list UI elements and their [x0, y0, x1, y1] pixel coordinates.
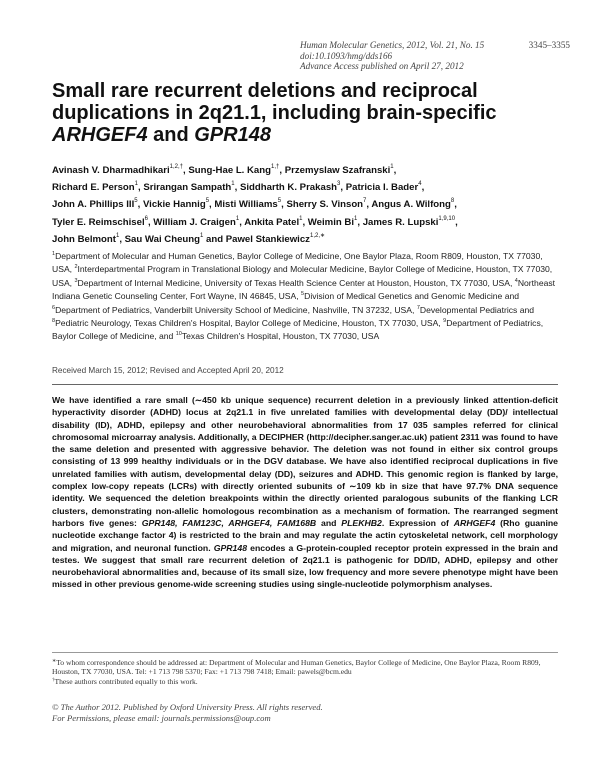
received-dates: Received March 15, 2012; Revised and Accepted April 20, 2012: [52, 366, 284, 375]
affiliation-text: Texas Children's Hospital, Houston, TX 77030, USA: [181, 331, 380, 342]
author-separator: ,: [239, 216, 245, 228]
abstract-top-rule: [52, 384, 558, 385]
abstract: [52, 394, 558, 591]
affiliation-text: Interdepartmental Program in Translational Biology and Molecular Medicine, Baylor College of Medicine, Houston, TX 77030, USA,: [52, 264, 553, 288]
affiliation-text: Department of Pediatrics, Baylor College of Medicine, and: [52, 318, 544, 342]
author-name[interactable]: Misti Williams: [214, 199, 278, 211]
title-line-1: Small rare recurrent deletions and reciprocal: [52, 80, 478, 102]
affiliation-number: 7: [416, 304, 420, 311]
author-affiliation-marker: 1,†: [271, 164, 280, 170]
author-separator: ,: [455, 216, 458, 228]
author-affiliation-marker: 6: [144, 215, 148, 222]
author-separator: ,: [366, 199, 372, 211]
abstract-text: and: [316, 517, 342, 528]
affiliation-text: Department of Internal Medicine, University of Texas Health Science Center at Houston, Houston, TX 77030, USA,: [77, 277, 515, 288]
author-separator: ,: [281, 199, 287, 211]
author-affiliation-marker: 1,2,∗: [309, 232, 326, 239]
author-separator: ,: [393, 165, 397, 176]
author-name[interactable]: Pawel Stankiewicz: [225, 233, 310, 245]
author-name[interactable]: Tyler E. Reimschisel: [52, 216, 145, 228]
author-affiliation-marker: 1: [299, 215, 303, 222]
author-name[interactable]: Siddharth K. Prakash: [239, 182, 338, 194]
title-gene-gpr148: GPR148: [194, 124, 271, 146]
affiliation-text: Division of Medical Genetics and Genomic Medicine and: [304, 291, 520, 302]
affiliation-number: 4: [514, 277, 518, 284]
author-name[interactable]: Sherry S. Vinson: [286, 199, 364, 211]
author-name[interactable]: Angus A. Wilfong: [371, 199, 451, 211]
abstract-text: . Expression of: [381, 517, 454, 528]
affiliation-number: 5: [301, 291, 305, 298]
author-separator: ,: [357, 216, 363, 228]
article-title: [52, 80, 552, 146]
advance-access-date: Advance Access published on April 27, 2012: [300, 61, 464, 72]
affiliation-text: Northeast Indiana Genetic Counseling Center, Fort Wayne, IN 46845, USA,: [52, 277, 556, 302]
affiliation-text: Developmental Pediatrics and: [419, 304, 535, 315]
author-affiliation-marker: 1: [231, 181, 235, 188]
doi[interactable]: doi:10.1093/hmg/dds166: [300, 50, 393, 61]
abstract-gene-names: ARHGEF4: [453, 517, 496, 528]
page-range: 3345–3355: [528, 40, 570, 50]
title-and: and: [147, 124, 195, 146]
author-affiliation-marker: 1,2,†: [169, 164, 184, 170]
author-affiliation-marker: 3: [337, 181, 341, 188]
copyright: [52, 702, 558, 725]
affiliation-text: Department of Molecular and Human Genetics, Baylor College of Medicine, One Baylor Plaza, Room R809, Houston, TX 77030, USA,: [52, 251, 543, 275]
author-affiliation-marker: 1: [134, 181, 138, 188]
author-affiliation-marker: 4: [418, 181, 422, 188]
footnote-rule: [52, 652, 558, 653]
copyright-line: © The Author 2012. Published by Oxford University Press. All rights reserved.: [52, 702, 323, 712]
affiliation-number: 1: [52, 251, 56, 257]
author-name[interactable]: Ankita Patel: [244, 216, 300, 228]
author-separator: ,: [137, 199, 143, 211]
author-separator: ,: [421, 182, 425, 194]
equal-contribution-footnote: [52, 677, 558, 686]
title-gene-arhgef4: ARHGEF4: [52, 124, 148, 146]
author-separator: ,: [137, 182, 144, 194]
author-name[interactable]: Srirangan Sampath: [143, 182, 232, 194]
author-name[interactable]: William J. Craigen: [153, 216, 236, 228]
permissions-line[interactable]: For Permissions, please email: journals.permissions@oup.com: [52, 713, 271, 724]
author-separator: ,: [279, 165, 285, 176]
equal-contribution-text: These authors contributed equally to this work.: [54, 676, 198, 686]
author-affiliation-marker: 1: [235, 215, 240, 222]
abstract-gene-names: GPR148, FAM123C, ARHGEF4, FAM168B: [141, 517, 317, 528]
author-separator: ,: [183, 165, 189, 176]
correspondence-text: To whom correspondence should be addressed at: Department of Molecular and Human Genetics, Baylor College of Medicine, One Baylor Plaza, Room R809, Houston, TX 77030, USA. Tel: +1 713 798 5370; Fax: +1 713 798 7418; Email: pawels@bcm.edu: [52, 658, 541, 677]
author-separator: and: [203, 233, 226, 245]
author-name[interactable]: Przemyslaw Szafranski: [284, 165, 391, 176]
affiliation-number: 6: [52, 304, 56, 311]
abstract-text: encodes a G-protein-coupled receptor protein expressed in the brain and testes. We suggest that small rare recurrent deletion of 2q21.1 is pathogenic for DD/ID, ADHD, epilepsy and other neurobehavioral abnormalities and, because of its small size, low frequency and more severe phenotype might have been missed in other previous genome-wide screening studies using single-nucleotide polymorphism analyses.: [52, 542, 558, 590]
author-name[interactable]: Vickie Hannig: [142, 199, 206, 211]
author-name[interactable]: James R. Lupski: [362, 216, 439, 228]
affiliation-text: Department of Pediatrics, Vanderbilt University School of Medicine, Nashville, TN 37232, USA,: [55, 304, 417, 315]
affiliation-number: 10: [175, 331, 182, 338]
author-name[interactable]: Weimin Bi: [307, 216, 354, 228]
author-affiliation-marker: 8: [450, 198, 455, 205]
author-name[interactable]: Patricia I. Bader: [345, 182, 419, 194]
author-name[interactable]: Sau Wai Cheung: [124, 233, 200, 245]
author-separator: ,: [454, 199, 457, 211]
correspondence-footnote: [52, 658, 558, 677]
author-affiliation-marker: 7: [363, 198, 367, 205]
author-name[interactable]: John Belmont: [52, 233, 116, 245]
author-separator: ,: [209, 199, 215, 211]
author-separator: ,: [119, 233, 125, 245]
journal-citation: Human Molecular Genetics, 2012, Vol. 21, No. 15: [300, 40, 485, 50]
author-separator: ,: [147, 216, 154, 228]
author-name[interactable]: Richard E. Person: [52, 182, 135, 194]
author-name[interactable]: Avinash V. Dharmadhikari: [52, 165, 170, 176]
author-separator: ,: [302, 216, 308, 228]
author-name[interactable]: Sung-Hae L. Kang: [188, 165, 271, 176]
affiliation-number: 9: [443, 318, 447, 325]
author-affiliation-marker: 5: [205, 198, 210, 205]
footnotes: [52, 658, 558, 686]
author-affiliation-marker: 1,9,10: [438, 215, 456, 222]
author-affiliation-marker: 5: [277, 198, 282, 205]
abstract-text: We have identified a rare small (∼450 kb unique sequence) recurrent deletion in a previously linked attention-deficit hyperactivity disorder (ADHD) locus at 2q21.1 in five unrelated families with developmental delay (DD)/ intellectual disability (ID), ADHD, epilepsy and other neurobehavioral abnormalities from 17 035 samples referred for clinical chromosomal microarray analysis. Additionally, a DECIPHER (http://decipher.sanger.ac.uk) patient 2311 was found to have the same deletion and presented with aggressive behavior. The deletion was not found in either six control groups consisting of 13 999 healthy individuals or in the DGV database. We have also identified reciprocal duplications in five unrelated families with autism, developmental delay (DD), seizures and ADHD. This genomic region is flanked by large, complex low-copy repeats (LCRs) with directly oriented subunits of ∼109 kb in size that have 97.7% DNA sequence identity. We sequenced the deletion breakpoints within the directly oriented paralogous subunits of the flanking LCR clusters, demonstrating non-allelic homologous recombination as a mechanism of formation. The rearranged segment harbors five genes:: [52, 395, 558, 528]
affiliations: [52, 250, 558, 344]
affiliation-number: 2: [74, 264, 78, 271]
affiliation-number: 8: [52, 318, 56, 325]
author-name[interactable]: John A. Phillips III: [52, 199, 135, 211]
author-affiliation-marker: 5: [134, 198, 138, 205]
journal-header: [300, 40, 570, 72]
author-list: [52, 162, 552, 248]
abstract-gene-names: GPR148: [213, 542, 248, 553]
affiliation-number: 3: [74, 277, 78, 284]
author-affiliation-marker: 1: [200, 232, 204, 239]
correspondence-mark: ∗: [52, 659, 57, 664]
title-line-2: duplications in 2q21.1, including brain-specific: [52, 102, 497, 124]
title-line-3: [52, 124, 552, 146]
author-affiliation-marker: 1: [115, 232, 120, 239]
author-separator: ,: [234, 182, 240, 194]
author-affiliation-marker: 1: [390, 164, 394, 170]
affiliation-text: Pediatric Neurology, Texas Children's Hospital, Baylor College of Medicine, Houston, TX 77030, USA,: [55, 318, 444, 329]
abstract-gene-names: PLEKHB2: [341, 517, 382, 528]
abstract-text: (Rho guanine nucleotide exchange factor 4) is restricted to the brain and may regulate the actin cytoskeletal network, cell morphology and migration, and neuronal function.: [52, 517, 559, 553]
equal-mark: †: [52, 677, 55, 683]
author-affiliation-marker: 1: [354, 215, 358, 222]
author-separator: ,: [340, 182, 346, 194]
